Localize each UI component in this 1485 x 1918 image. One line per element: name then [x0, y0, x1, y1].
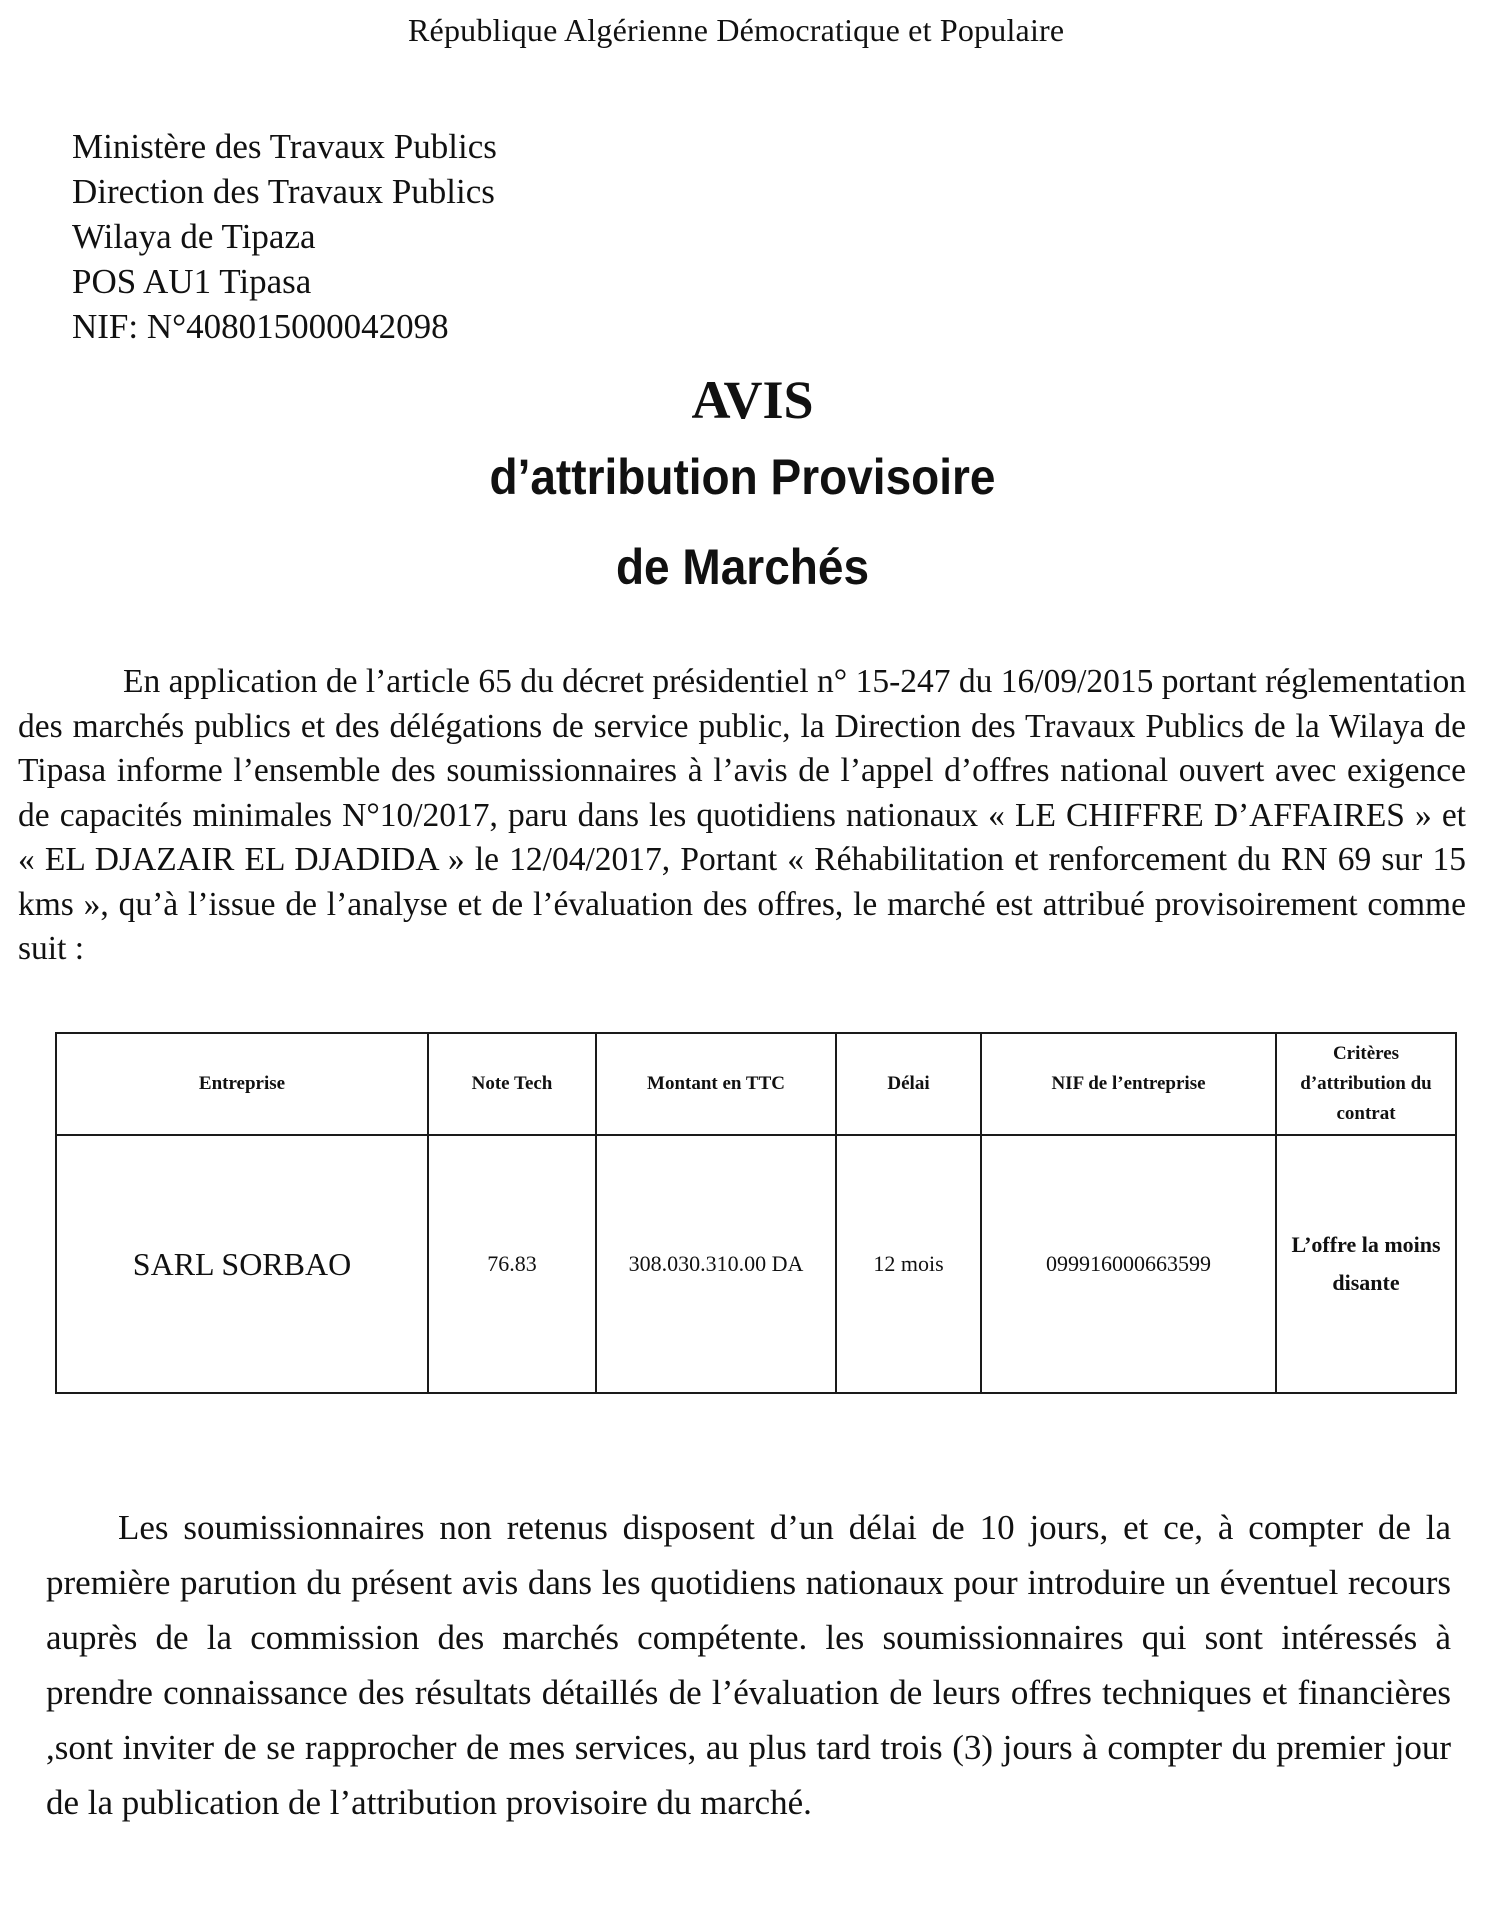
republic-heading: République Algérienne Démocratique et Populaire	[408, 12, 1065, 48]
issuer-block	[72, 124, 497, 349]
table-row	[56, 1135, 1456, 1393]
cell-montant: 308.030.310.00 DA	[596, 1135, 836, 1393]
intro-text: En application de l’article 65 du décret présidentiel n° 15-247 du 16/09/2015 portant réglementation des marchés publics et des délégations de service public, la Direction des Travaux Publics de la Wilaya de Tipasa informe l’ensemble des soumissionnaires à l’avis de l’appel d’offres national ouvert avec exigence de capacités minimales N°10/2017, paru dans les quotidiens nationaux « LE CHIFFRE D’AFFAIRES » et « EL DJAZAIR EL DJADIDA » le 12/04/2017, Portant « Réhabilitation et renforcement du RN 69 sur 15 kms », qu’à l’issue de l’analyse et de l’évaluation des offres, le marché est attribué provisoirement comme suit :	[18, 663, 1466, 967]
cell-critere: L’offre la moins disante	[1276, 1135, 1456, 1393]
title-avis: AVIS	[691, 370, 814, 430]
cell-delai: 12 mois	[836, 1135, 981, 1393]
header-nif: NIF de l’entreprise	[981, 1033, 1276, 1135]
header-montant: Montant en TTC	[596, 1033, 836, 1135]
address-line: POS AU1 Tipasa	[72, 262, 312, 301]
title-attribution: d’attribution Provisoire	[489, 449, 996, 505]
ministry-line: Ministère des Travaux Publics	[72, 127, 497, 166]
cell-entreprise: SARL SORBAO	[56, 1135, 428, 1393]
notice-title	[0, 368, 1485, 612]
direction-line: Direction des Travaux Publics	[72, 172, 495, 211]
intro-paragraph	[18, 660, 1466, 972]
attribution-table	[55, 1032, 1457, 1394]
cell-note-tech: 76.83	[428, 1135, 596, 1393]
closing-paragraph	[46, 1500, 1451, 1830]
wilaya-line: Wilaya de Tipaza	[72, 217, 316, 256]
header-entreprise: Entreprise	[56, 1033, 428, 1135]
header-delai: Délai	[836, 1033, 981, 1135]
header-note-tech: Note Tech	[428, 1033, 596, 1135]
title-marches: de Marchés	[615, 539, 870, 595]
nif-line: NIF: N°408015000042098	[72, 307, 449, 346]
cell-nif: 099916000663599	[981, 1135, 1276, 1393]
header-criteres: Critères d’attribution du contrat	[1276, 1033, 1456, 1135]
closing-text: Les soumissionnaires non retenus disposent d’un délai de 10 jours, et ce, à compter de la première parution du présent avis dans les quotidiens nationaux pour introduire un éventuel recours auprès de la commission des marchés compétente. les soumissionnaires qui sont intéressés à prendre connaissance des résultats détaillés de l’évaluation de leurs offres techniques et financières ,sont inviter de se rapprocher de mes services, au plus tard trois (3) jours à compter du premier jour de la publication de l’attribution provisoire du marché.	[46, 1508, 1451, 1822]
table-header-row	[56, 1033, 1456, 1135]
